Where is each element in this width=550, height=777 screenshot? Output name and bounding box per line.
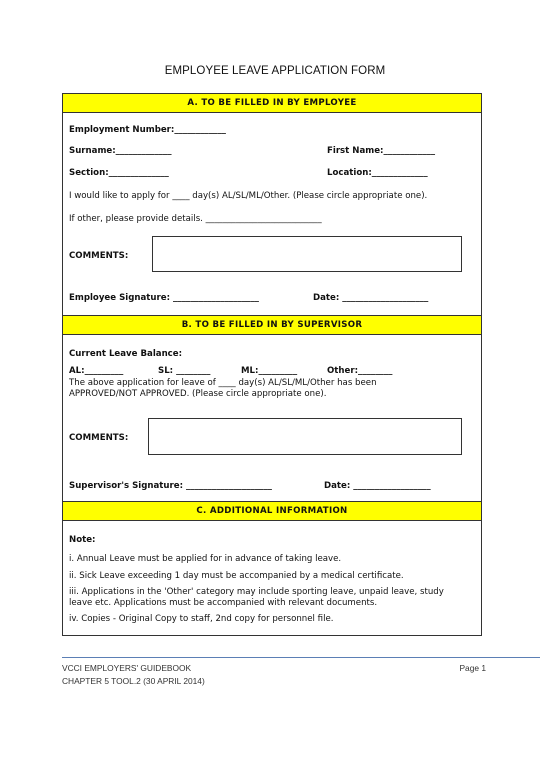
- approval-line-1: The above application for leave of ____ day(s) AL/SL/ML/Other has been: [69, 378, 377, 388]
- section-c-header: C. ADDITIONAL INFORMATION: [62, 501, 482, 521]
- supervisor-comments-label: COMMENTS:: [69, 433, 129, 443]
- footer-guidebook: VCCI EMPLOYERS' GUIDEBOOK: [62, 663, 192, 673]
- supervisor-comments-box[interactable]: [148, 418, 462, 455]
- note-item-iii-line-2: leave etc. Applications must be accompanied with relevant documents.: [69, 598, 378, 608]
- employee-comments-box[interactable]: [152, 236, 462, 272]
- note-item-iii-line-1: iii. Applications in the 'Other' category may include sporting leave, unpaid leave, study: [69, 587, 444, 597]
- other-details-field[interactable]: If other, please provide details. ___________________________: [69, 214, 322, 224]
- employment-number-field[interactable]: Employment Number:____________: [69, 125, 226, 135]
- supervisor-signature-field[interactable]: Supervisor's Signature: ____________________: [69, 481, 272, 491]
- apply-days-line: I would like to apply for ____ day(s) AL/SL/ML/Other. (Please circle appropriate one).: [69, 191, 428, 201]
- supervisor-date-field[interactable]: Date: __________________: [324, 481, 431, 491]
- employee-signature-field[interactable]: Employee Signature: ____________________: [69, 293, 259, 303]
- leave-balance-label: Current Leave Balance:: [69, 349, 183, 359]
- sl-balance-field[interactable]: SL: ________: [158, 366, 211, 376]
- other-balance-field[interactable]: Other:________: [327, 366, 393, 376]
- section-b-header: B. TO BE FILLED IN BY SUPERVISOR: [62, 315, 482, 335]
- note-item-i: i. Annual Leave must be applied for in advance of taking leave.: [69, 554, 342, 564]
- al-balance-field[interactable]: AL:_________: [69, 366, 124, 376]
- employee-date-field[interactable]: Date: ____________________: [313, 293, 429, 303]
- first-name-field[interactable]: First Name:____________: [327, 146, 436, 156]
- approval-line-2: APPROVED/NOT APPROVED. (Please circle appropriate one).: [69, 389, 327, 399]
- note-item-ii: ii. Sick Leave exceeding 1 day must be accompanied by a medical certificate.: [69, 571, 404, 581]
- location-field[interactable]: Location:_____________: [327, 168, 428, 178]
- section-a-header: A. TO BE FILLED IN BY EMPLOYEE: [62, 93, 482, 113]
- section-field[interactable]: Section:______________: [69, 168, 169, 178]
- footer-divider: [62, 657, 540, 658]
- footer-chapter: CHAPTER 5 TOOL.2 (30 APRIL 2014): [62, 676, 205, 686]
- form-title: EMPLOYEE LEAVE APPLICATION FORM: [164, 65, 386, 77]
- note-label: Note:: [69, 535, 96, 545]
- employee-comments-label: COMMENTS:: [69, 251, 129, 261]
- page-number: Page 1: [459, 663, 486, 673]
- note-item-iv: iv. Copies - Original Copy to staff, 2nd copy for personnel file.: [69, 614, 334, 624]
- surname-field[interactable]: Surname:_____________: [69, 146, 172, 156]
- ml-balance-field[interactable]: ML:_________: [241, 366, 298, 376]
